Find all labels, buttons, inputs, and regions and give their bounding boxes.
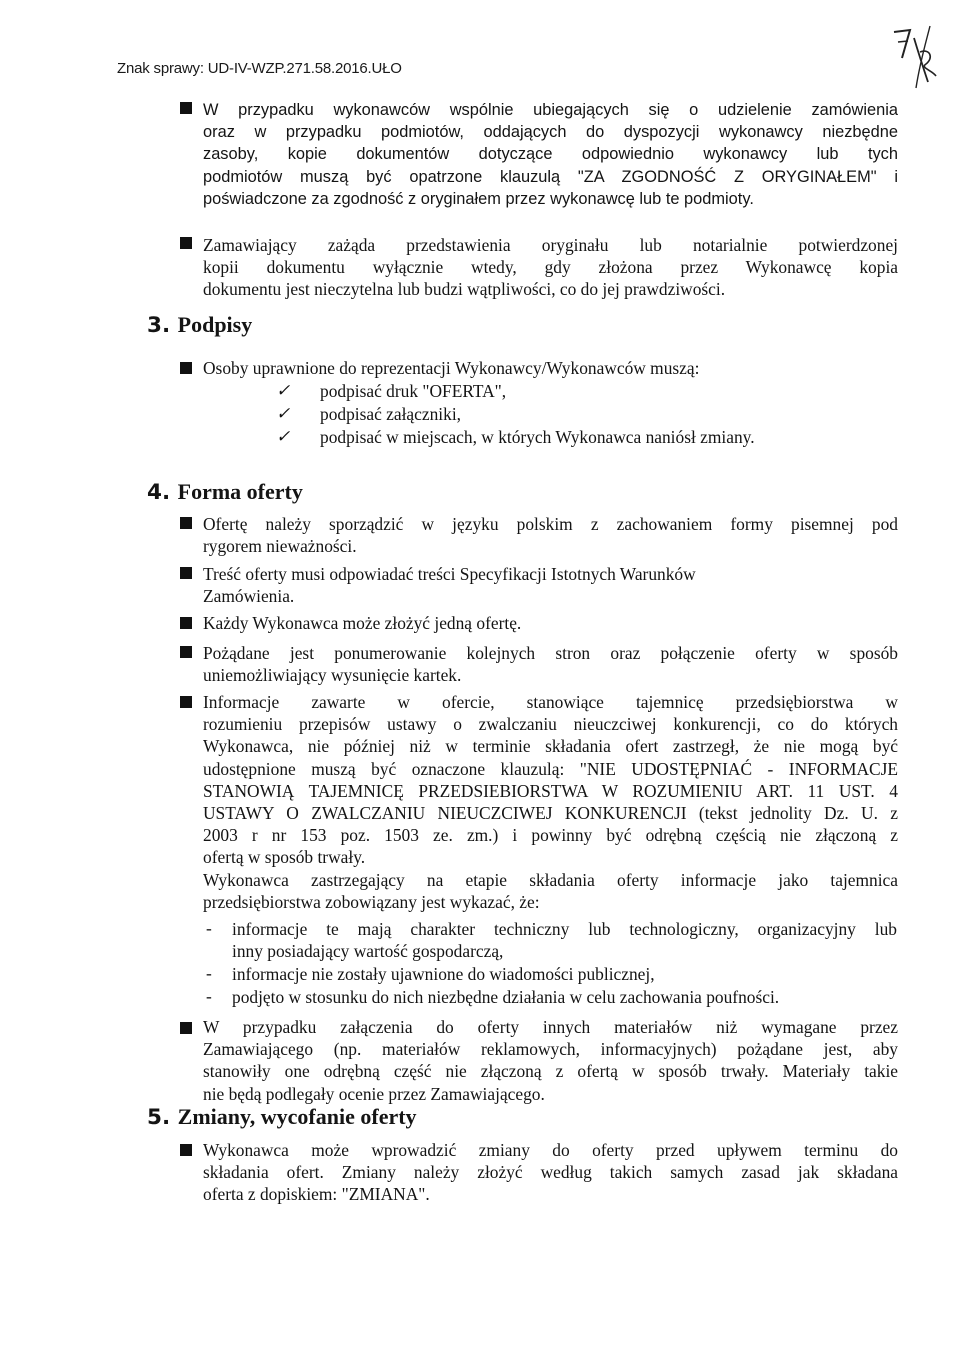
section-4-bullet-4 bbox=[203, 642, 898, 686]
text-line: Ofertę należy sporządzić w języku polskim z zachowaniem formy pisemnej pod bbox=[203, 514, 898, 534]
bullet-icon bbox=[180, 362, 192, 374]
dash-item bbox=[232, 963, 897, 985]
dash-marker: - bbox=[206, 986, 212, 1006]
text-line: USTAWY O ZWALCZANIU NIEUCZCIWEJ KONKURENCJI (tekst jednolity Dz. U. z bbox=[203, 803, 898, 824]
case-reference: Znak sprawy: UD-IV-WZP.271.58.2016.UŁO bbox=[117, 60, 402, 77]
bullet-icon bbox=[180, 102, 192, 114]
text-line: Wykonawca, nie później niż w terminie składania ofert zastrzegł, że nie mogą być bbox=[203, 736, 898, 757]
section-4-bullet-3 bbox=[203, 612, 898, 634]
text-line: inny posiadający wartość gospodarczą, bbox=[232, 941, 504, 962]
text-line: 2003 r nr 153 poz. 1503 ze. zm.) i powinny być odrębną częścią nie złączoną z bbox=[203, 825, 898, 846]
text-line: kopii dokumentu wyłącznie wtedy, gdy złożona przez Wykonawcę kopia bbox=[203, 257, 898, 278]
text-line: podjęto w stosunku do nich niezbędne działania w celu zachowania poufności. bbox=[232, 987, 780, 1007]
text-line: W przypadku wykonawców wspólnie ubiegających się o udzielenie zamówienia bbox=[203, 101, 898, 119]
text-line: stanowiły one odrębną część nie złączoną z ofertą w sposób trwały. Materiały takie bbox=[203, 1061, 898, 1082]
section-number: 4. bbox=[147, 480, 171, 505]
dash-marker: - bbox=[206, 918, 212, 938]
check-item: podpisać w miejscach, w których Wykonawca naniósł zmiany. bbox=[320, 427, 755, 447]
section-4-heading bbox=[147, 479, 303, 505]
text-line: dokumentu jest nieczytelna lub budzi wątpliwości, co do jej prawdziwości. bbox=[203, 279, 726, 300]
check-icon: ✓ bbox=[276, 381, 291, 400]
bullet-icon bbox=[180, 646, 192, 658]
check-item: podpisać druk "OFERTA", bbox=[320, 381, 507, 401]
text-line: poświadczone za zgodność z oryginałem przez wykonawcę lub te podmioty. bbox=[203, 189, 754, 208]
text-line: Pożądane jest ponumerowanie kolejnych stron oraz połączenie oferty w sposób bbox=[203, 643, 898, 663]
page-number-handwritten-icon bbox=[890, 18, 940, 90]
dash-item bbox=[232, 918, 897, 962]
bullet-icon bbox=[180, 617, 192, 629]
text-line: nie będą podlegały ocenie przez Zamawiającego. bbox=[203, 1083, 545, 1104]
section-5-bullet-1 bbox=[203, 1139, 898, 1206]
text-line: oraz w przypadku podmiotów, oddających do dyspozycji wykonawcy niezbędne bbox=[203, 123, 898, 142]
dash-item bbox=[232, 986, 897, 1008]
text-line: przedsiębiorstwa zobowiązany jest wykazać, że: bbox=[203, 891, 540, 912]
section-title: Zmiany, wycofanie oferty bbox=[177, 1104, 417, 1129]
intro-paragraph-2 bbox=[203, 234, 898, 301]
text-line: Wykonawca może wprowadzić zmiany do oferty przed upływem terminu do bbox=[203, 1140, 898, 1160]
section-3-bullet: Osoby uprawnione do reprezentacji Wykonawcy/Wykonawców muszą: bbox=[203, 358, 700, 378]
bullet-icon bbox=[180, 237, 192, 249]
text-line: Zamawiający zażąda przedstawienia oryginału lub notarialnie potwierdzonej bbox=[203, 235, 898, 255]
section-title: Podpisy bbox=[177, 312, 253, 337]
text-line: oferta z dopiskiem: "ZMIANA". bbox=[203, 1184, 430, 1205]
check-item: podpisać załączniki, bbox=[320, 404, 461, 424]
text-line: zasoby, kopie dokumentów dotyczące odpowiednio wykonawcy lub tych bbox=[203, 145, 898, 164]
text-line: Treść oferty musi odpowiadać treści Specyfikacji Istotnych Warunków bbox=[203, 564, 696, 584]
text-line: rozumieniu przepisów ustawy o zwalczaniu nieuczciwej konkurencji, co do których bbox=[203, 714, 898, 735]
check-icon: ✓ bbox=[276, 427, 291, 446]
text-line: STANOWIĄ TAJEMNICĘ PRZEDSIEBIORSTWA W ROZUMIENIU ART. 11 UST. 4 bbox=[203, 780, 898, 801]
check-icon: ✓ bbox=[276, 404, 291, 423]
text-line: udostępnione muszą być oznaczone klauzulą: "NIE UDOSTĘPNIAĆ - INFORMACJE bbox=[203, 758, 898, 779]
text-line: podmiotów muszą być opatrzone klauzulą "ZA ZGODNOŚĆ Z ORYGINAŁEM" i bbox=[203, 167, 898, 186]
dash-marker: - bbox=[206, 963, 212, 983]
text-line: informacje te mają charakter techniczny lub technologiczny, organizacyjny lub bbox=[232, 919, 897, 939]
bullet-icon bbox=[180, 696, 192, 708]
section-4-bullet-1 bbox=[203, 513, 898, 557]
bullet-icon bbox=[180, 1022, 192, 1034]
text-line: ofertą w sposób trwały. bbox=[203, 847, 366, 868]
intro-paragraph-1 bbox=[203, 99, 898, 210]
text-line: Zamawiającego (np. materiałów reklamowych, informacyjnych) pożądane jest, aby bbox=[203, 1039, 898, 1060]
section-title: Forma oferty bbox=[177, 479, 303, 504]
text-line: Wykonawca zastrzegający na etapie składania oferty informacje jako tajemnica bbox=[203, 869, 898, 890]
section-4-bullet-6 bbox=[203, 1016, 898, 1105]
section-4-bullet-5 bbox=[203, 691, 898, 913]
bullet-icon bbox=[180, 1144, 192, 1156]
section-3-heading bbox=[147, 312, 252, 338]
bullet-icon bbox=[180, 567, 192, 579]
text-line: Informacje zawarte w ofercie, stanowiące tajemnicę przedsiębiorstwa w bbox=[203, 692, 898, 712]
section-number: 5. bbox=[147, 1105, 171, 1130]
text-line: rygorem nieważności. bbox=[203, 536, 357, 557]
text-line: Każdy Wykonawca może złożyć jedną ofertę. bbox=[203, 613, 522, 633]
text-line: uniemożliwiający wysunięcie kartek. bbox=[203, 665, 462, 686]
section-number: 3. bbox=[147, 313, 171, 338]
text-line: informacje nie zostały ujawnione do wiadomości publicznej, bbox=[232, 964, 655, 984]
section-4-bullet-2 bbox=[203, 563, 898, 607]
text-line: składania ofert. Zmiany należy złożyć według takich samych zasad jak składana bbox=[203, 1162, 898, 1183]
bullet-icon bbox=[180, 517, 192, 529]
section-5-heading bbox=[147, 1104, 417, 1130]
text-line: Zamówienia. bbox=[203, 586, 295, 607]
text-line: W przypadku załączenia do oferty innych materiałów niż wymagane przez bbox=[203, 1017, 898, 1037]
